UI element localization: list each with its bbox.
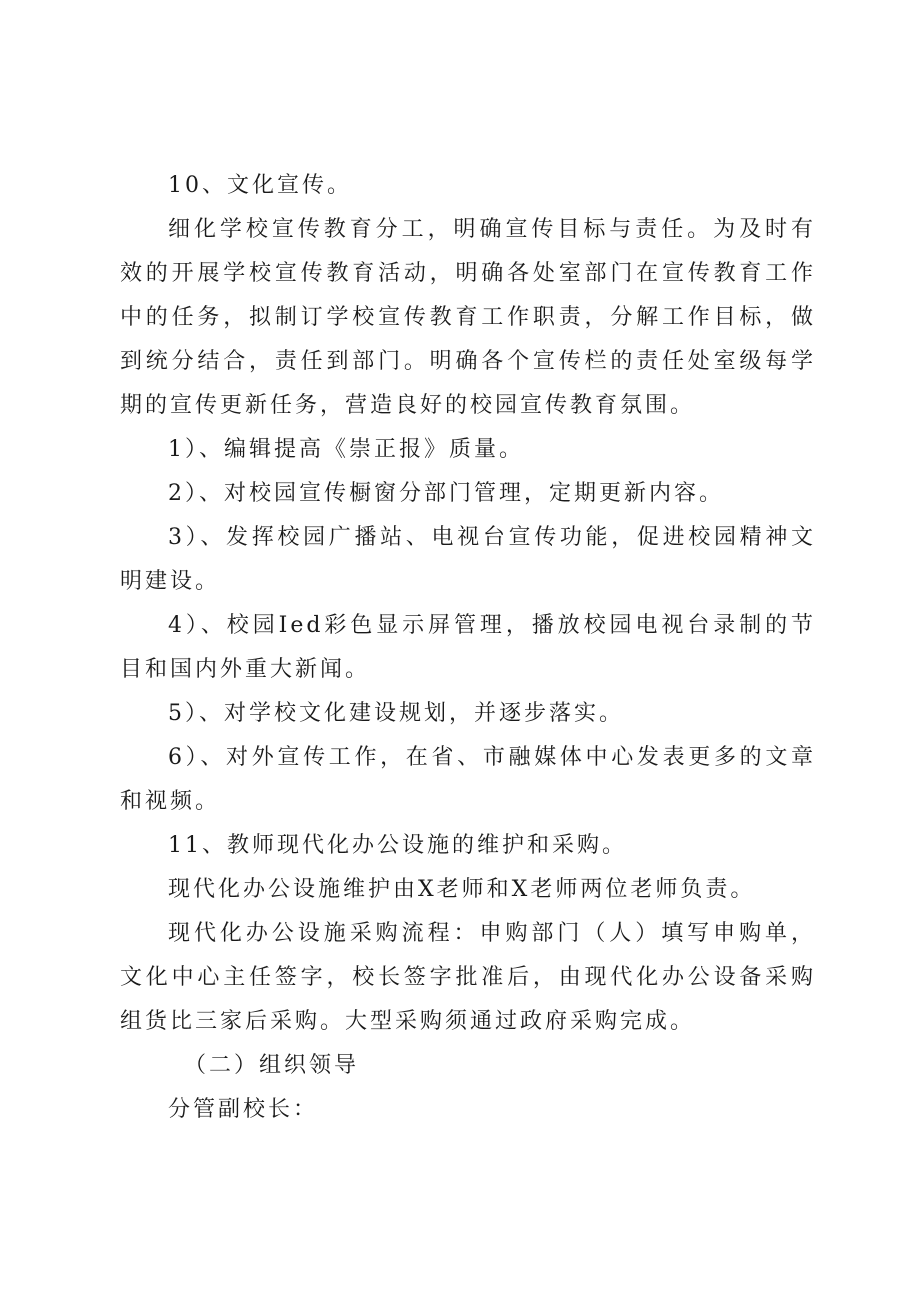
paragraph-publicity-division: 细化学校宣传教育分工，明确宣传目标与责任。为及时有效的开展学校宣传教育活动，明确各处室部门在宣传教育工作中的任务，拟制订学校宣传教育工作职责，分解工作目标，做到统分结合，责任到部门。明确各个宣传栏的责任处室级每学期的宣传更新任务，营造良好的校园宣传教育氛围。: [120, 217, 816, 418]
paragraph-procurement-process: 现代化办公设施采购流程：申购部门（人）填写申购单，文化中心主任签字，校长签字批准后，由现代化办公设备采购组货比三家后采购。大型采购须通过政府采购完成。: [120, 921, 816, 1034]
section-heading-organization: （二）组织领导: [184, 1053, 360, 1078]
section-heading-office-facilities: 11、教师现代化办公设施的维护和采购。: [168, 833, 627, 858]
section-heading-culture-publicity: 10、文化宣传。: [168, 173, 352, 198]
document-body: [120, 164, 816, 1132]
list-item-1: 1）、编辑提高《崇正报》质量。: [168, 437, 524, 462]
paragraph-vice-principal: 分管副校长：: [168, 1097, 319, 1122]
list-item-6: 6）、对外宣传工作，在省、市融媒体中心发表更多的文章和视频。: [120, 745, 816, 814]
list-item-3: 3）、发挥校园广播站、电视台宣传功能，促进校园精神文明建设。: [120, 525, 816, 594]
paragraph-maintenance: 现代化办公设施维护由X老师和X老师两位老师负责。: [168, 877, 756, 902]
list-item-4: 4）、校园Ied彩色显示屏管理，播放校园电视台录制的节目和国内外重大新闻。: [120, 613, 816, 682]
list-item-2: 2）、对校园宣传橱窗分部门管理，定期更新内容。: [168, 481, 724, 506]
list-item-5: 5）、对学校文化建设规划，并逐步落实。: [168, 701, 624, 726]
